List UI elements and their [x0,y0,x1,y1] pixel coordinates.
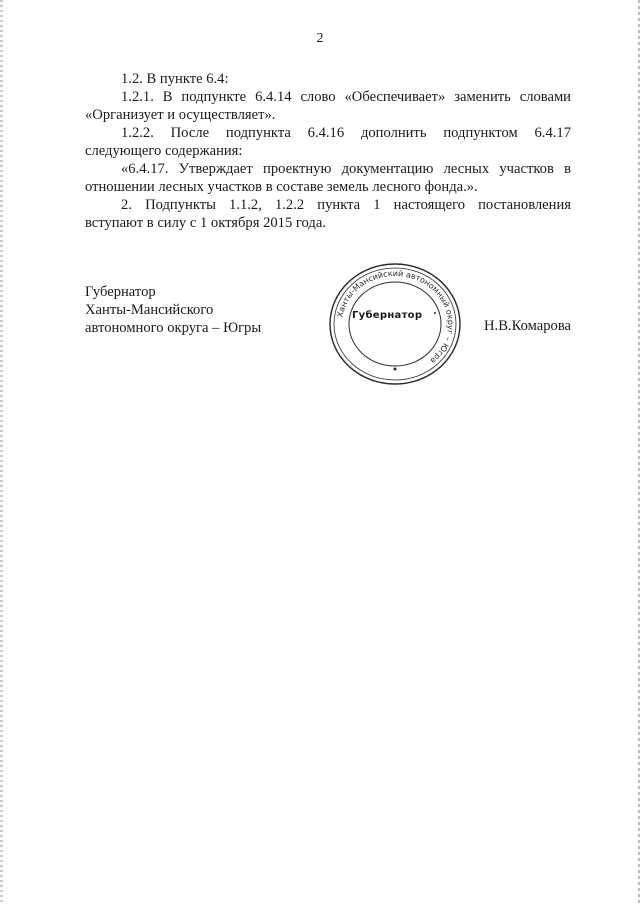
signature-block [85,283,261,337]
paragraph-text: 1.2. В пункте 6.4: [121,71,229,87]
paragraph-1-2-1 [85,88,571,124]
paragraph-line: 2. Подпункты 1.1.2, 1.2.2 пункта 1 настоящего постановления [121,197,571,213]
paragraph-line: «Организует и осуществляет». [85,107,276,123]
seal-center-text: Губернатор [352,310,423,321]
paragraph-line: вступают в силу с 1 октября 2015 года. [85,215,326,231]
seal-dot [394,368,397,371]
paragraph-1-2 [85,70,571,88]
paragraph-6-4-17 [85,160,571,196]
seal-dot [434,312,436,314]
paragraph-line: 1.2.1. В подпункте 6.4.14 слово «Обеспечивает» заменить словами [121,89,571,105]
paragraph-1-2-2 [85,124,571,160]
signature-region-cont: автономного округа – Югры [85,320,262,336]
signer-name: Н.В.Комарова [484,318,571,334]
paragraph-2 [85,196,571,232]
scan-edge-left [0,0,3,905]
paragraph-line: отношении лесных участков в составе земель лесного фонда.». [85,179,478,195]
signature-title: Губернатор [85,284,156,300]
page-number: 2 [316,31,324,46]
paragraph-line: «6.4.17. Утверждает проектную документацию лесных участков в [121,161,571,177]
paragraph-line: следующего содержания: [85,143,243,159]
signature-region: Ханты-Мансийского [85,302,214,318]
official-seal [328,261,462,387]
seal-ring-text: Ханты-Мансийский автономный округ – Югра [335,268,456,366]
paragraph-line: 1.2.2. После подпункта 6.4.16 дополнить подпунктом 6.4.17 [121,125,571,141]
